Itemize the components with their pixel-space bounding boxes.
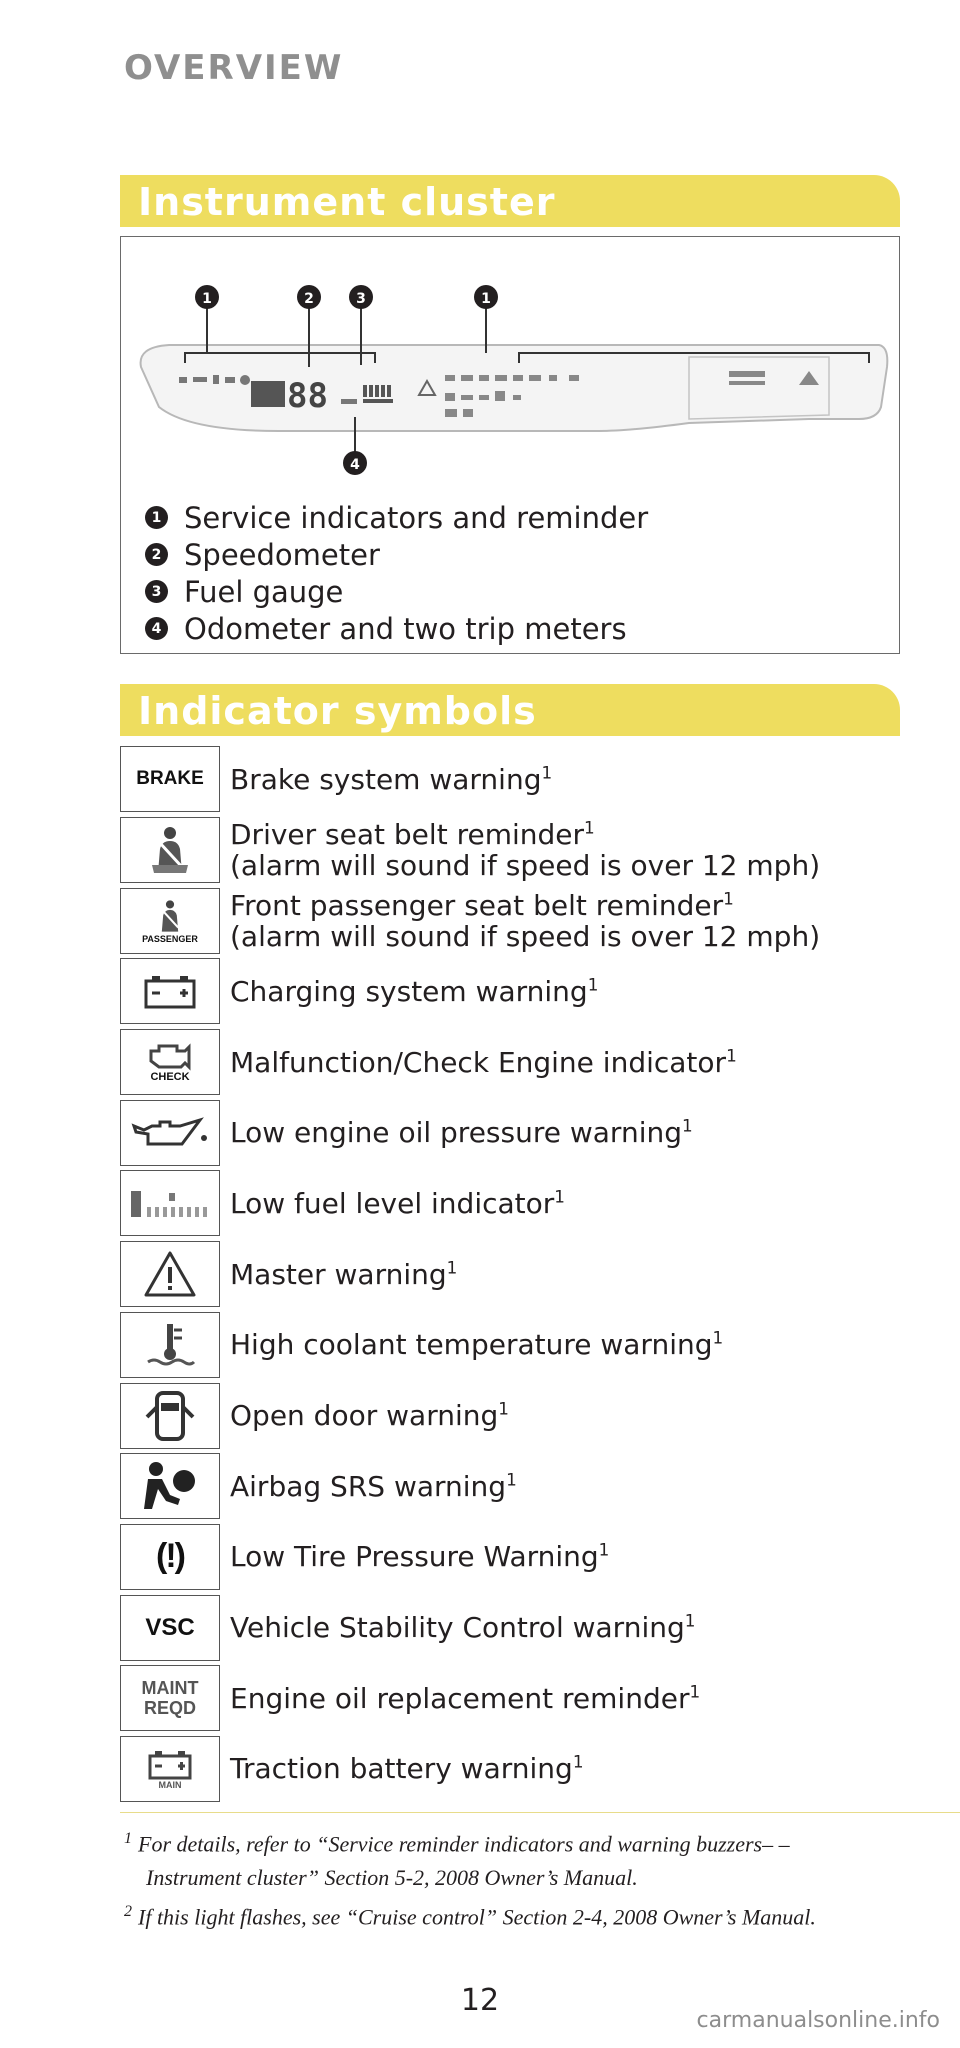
indicator-label: High coolant temperature warning$^1$ (230, 1328, 724, 1362)
svg-text:4: 4 (350, 457, 360, 473)
legend-text: Speedometer (184, 537, 380, 572)
maint-reqd-icon: MAINT REQD (120, 1665, 220, 1731)
callout-4 (343, 451, 367, 475)
footnote-2: $^2$ If this light flashes, see “Cruise control” Section 2-4, 2008 Owner’s Manual. (124, 1903, 816, 1930)
callout-1-right (474, 285, 498, 309)
fuel-level-icon (120, 1170, 220, 1236)
indicator-item (120, 815, 900, 886)
indicator-label: Airbag SRS warning$^1$ (230, 1469, 517, 1503)
page-number: 12 (460, 1983, 500, 2018)
passenger-seatbelt-icon: PASSENGER (120, 888, 220, 954)
indicator-label: Front passenger seat belt reminder$^1$ (alarm will sound if speed is over 12 mph) (230, 888, 821, 953)
indicator-label: Traction battery warning$^1$ (230, 1752, 584, 1786)
footnote-1: $^1$ For details, refer to “Service reminder indicators and warning buzzers– – (124, 1830, 790, 1857)
indicator-item (120, 885, 900, 956)
footnote-1-continued: Instrument cluster” Section 5-2, 2008 Owner’s Manual. (146, 1865, 638, 1891)
indicator-label: Low engine oil pressure warning$^1$ (230, 1115, 693, 1150)
airbag-icon (120, 1453, 220, 1519)
indicator-label: Driver seat belt reminder$^1$ (alarm will sound if speed is over 12 mph) (230, 817, 821, 883)
cluster-legend (145, 499, 648, 647)
indicator-label: Charging system warning$^1$ (230, 974, 599, 1008)
brake-icon: BRAKE (120, 746, 220, 812)
svg-text:1: 1 (202, 291, 212, 307)
vsc-icon: VSC (120, 1595, 220, 1661)
legend-item (145, 499, 648, 536)
speedometer-readout: 88 (287, 376, 328, 416)
legend-text: Odometer and two trip meters (184, 611, 627, 646)
svg-text:3: 3 (356, 291, 366, 307)
oil-can-icon (120, 1100, 220, 1166)
instrument-cluster-figure (120, 236, 900, 654)
indicator-label: Brake system warning$^1$ (230, 762, 553, 796)
indicator-item (120, 744, 900, 815)
legend-number-badge: 2 (145, 543, 168, 566)
legend-number-badge: 4 (145, 617, 168, 640)
indicator-label: Vehicle Stability Control warning$^1$ (230, 1610, 696, 1645)
instrument-cluster-diagram (129, 257, 893, 492)
tire-pressure-icon: (!) (120, 1524, 220, 1590)
callout-2 (297, 285, 321, 309)
battery-icon (120, 958, 220, 1024)
footnote-divider (120, 1812, 960, 1813)
legend-number-badge: 1 (145, 506, 168, 529)
svg-text:2: 2 (304, 291, 314, 307)
warning-triangle-icon (120, 1241, 220, 1307)
indicator-item (120, 1451, 900, 1522)
traction-battery-icon: MAIN (120, 1736, 220, 1802)
indicator-label: Malfunction/Check Engine indicator$^1$ (230, 1045, 737, 1079)
indicator-item (120, 1522, 900, 1593)
legend-number-badge: 3 (145, 580, 168, 603)
legend-item (145, 610, 648, 647)
indicator-item (120, 1239, 900, 1310)
indicator-label: Low fuel level indicator$^1$ (230, 1186, 565, 1220)
coolant-temperature-icon (120, 1312, 220, 1378)
svg-text:1: 1 (481, 291, 491, 307)
driver-seatbelt-icon (120, 817, 220, 883)
callout-3 (349, 285, 373, 309)
indicator-label: Open door warning$^1$ (230, 1398, 509, 1433)
indicator-symbols-banner: Indicator symbols (120, 684, 900, 736)
indicator-item (120, 1168, 900, 1239)
indicator-list (120, 744, 900, 1804)
callout-1-left (195, 285, 219, 309)
indicator-item (120, 956, 900, 1027)
legend-item (145, 536, 648, 573)
indicator-item (120, 1592, 900, 1663)
indicator-item (120, 1097, 900, 1168)
open-door-icon (120, 1383, 220, 1449)
indicator-label: Master warning$^1$ (230, 1257, 458, 1291)
legend-text: Fuel gauge (184, 574, 344, 609)
indicator-label: Low Tire Pressure Warning$^1$ (230, 1540, 610, 1574)
indicator-item (120, 1310, 900, 1381)
indicator-item (120, 1027, 900, 1098)
legend-item (145, 573, 648, 610)
footnotes (124, 1822, 954, 1935)
legend-text: Service indicators and reminder (184, 500, 649, 535)
watermark: carmanualsonline.info (696, 2008, 940, 2033)
indicator-label: Engine oil replacement reminder$^1$ (230, 1681, 701, 1715)
section-label: OVERVIEW (124, 48, 344, 88)
check-engine-icon: CHECK (120, 1029, 220, 1095)
indicator-item (120, 1380, 900, 1451)
indicator-item (120, 1663, 900, 1734)
indicator-item (120, 1734, 900, 1805)
instrument-cluster-banner: Instrument cluster (120, 175, 900, 227)
